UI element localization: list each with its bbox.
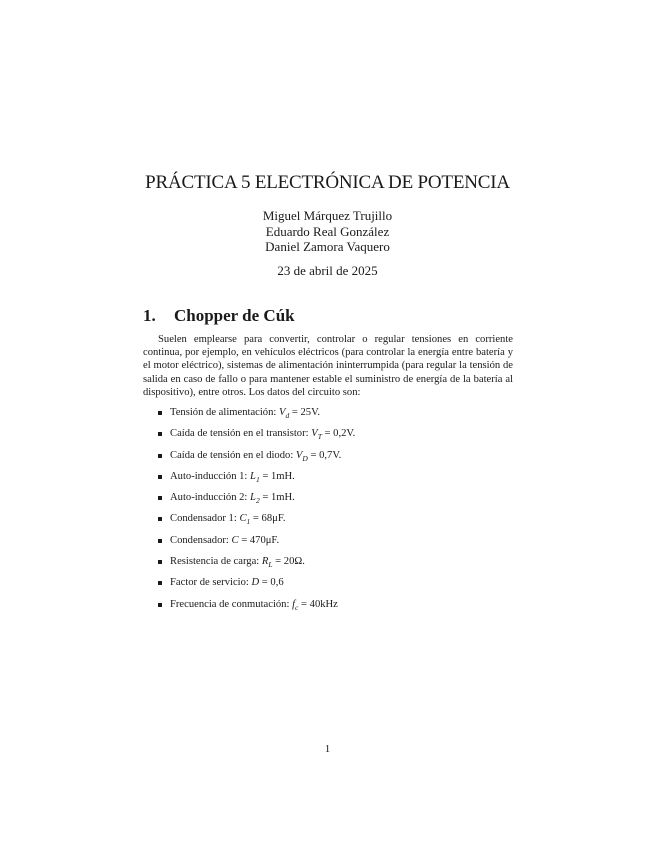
item-symbol: L xyxy=(250,492,256,504)
item-label: Tensión de alimentación: xyxy=(170,407,279,418)
item-subscript: T xyxy=(317,432,322,442)
author-name: Miguel Márquez Trujillo xyxy=(262,208,393,223)
item-subscript: 2 xyxy=(255,496,260,506)
item-value: = 40kHz xyxy=(298,598,338,610)
item-value: = 1mH. xyxy=(259,470,295,482)
item-symbol: V xyxy=(295,449,303,461)
item-value: = 0,2V. xyxy=(321,428,356,440)
item-value: = 25V. xyxy=(289,407,321,418)
circuit-data-list xyxy=(158,402,518,615)
item-value: = 0,7V. xyxy=(307,449,342,461)
list-item xyxy=(158,423,518,444)
item-value: = 20Ω. xyxy=(272,556,305,568)
item-value: = 68μF. xyxy=(250,513,286,525)
bullet-icon xyxy=(158,539,162,543)
bullet-icon xyxy=(158,432,162,436)
list-item xyxy=(158,551,518,572)
item-subscript: d xyxy=(285,411,290,421)
bullet-icon xyxy=(158,517,162,521)
item-subscript: D xyxy=(302,453,308,463)
page-title: PRÁCTICA 5 ELECTRÓNICA DE POTENCIA xyxy=(145,172,510,193)
item-subscript: 1 xyxy=(255,475,260,484)
item-label: Factor de servicio: xyxy=(170,577,252,589)
bullet-icon xyxy=(158,496,162,500)
list-item xyxy=(158,445,518,466)
author-list xyxy=(0,208,655,255)
document-date: 23 de abril de 2025 xyxy=(277,263,378,278)
item-label: Frecuencia de conmutación: xyxy=(170,598,293,610)
section-paragraph: Suelen emplearse para convertir, controlar o regular tensiones en corriente continua, por ejemplo, en vehículos eléctricos (para controlar la energía entre batería y el motor eléctrico), sistemas de alimentación ininterrumpida (para regular la tensión de salida en caso de fallo o para mantener estable el suministro de energía de la batería al dispositivo), entre otros. Los datos del circuito son: xyxy=(143,334,513,398)
item-symbol: V xyxy=(311,428,318,440)
item-subscript: 1 xyxy=(246,517,251,527)
item-symbol: f xyxy=(292,598,296,610)
bullet-icon xyxy=(158,603,162,607)
item-subscript: L xyxy=(268,560,273,570)
list-item xyxy=(158,466,518,487)
bullet-icon xyxy=(158,581,162,585)
item-label: Caída de tensión en el transistor: xyxy=(170,428,312,440)
list-item xyxy=(158,508,518,529)
item-label: Caída de tensión en el diodo: xyxy=(170,449,296,461)
section-title: Chopper de Cúk xyxy=(174,306,295,325)
author-name: Daniel Zamora Vaquero xyxy=(265,239,390,254)
item-label: Auto-inducción 2: xyxy=(170,492,251,504)
item-symbol: R xyxy=(261,556,269,568)
page-number: 1 xyxy=(324,743,331,755)
bullet-icon xyxy=(158,475,162,479)
bullet-icon xyxy=(158,560,162,564)
item-label: Resistencia de carga: xyxy=(170,556,262,568)
item-value: = 1mH. xyxy=(259,492,295,504)
item-symbol: L xyxy=(250,470,256,482)
list-item xyxy=(158,402,518,423)
list-item xyxy=(158,572,518,593)
item-value: = 470μF. xyxy=(238,534,280,546)
item-symbol: C xyxy=(239,513,247,525)
item-label: Condensador 1: xyxy=(170,513,240,525)
item-value: = 0,6 xyxy=(259,577,284,589)
bullet-icon xyxy=(158,454,162,458)
section-number: 1. xyxy=(143,306,156,325)
item-symbol: D xyxy=(251,577,260,589)
list-item xyxy=(158,594,518,615)
list-item xyxy=(158,487,518,508)
list-item xyxy=(158,530,518,551)
section-heading xyxy=(143,306,295,326)
bullet-icon xyxy=(158,411,162,415)
item-label: Condensador: xyxy=(170,534,232,546)
item-subscript: c xyxy=(295,602,299,612)
author-name: Eduardo Real González xyxy=(265,223,390,239)
item-label: Auto-inducción 1: xyxy=(170,470,251,482)
item-symbol: V xyxy=(279,407,286,418)
item-symbol: C xyxy=(231,534,239,546)
